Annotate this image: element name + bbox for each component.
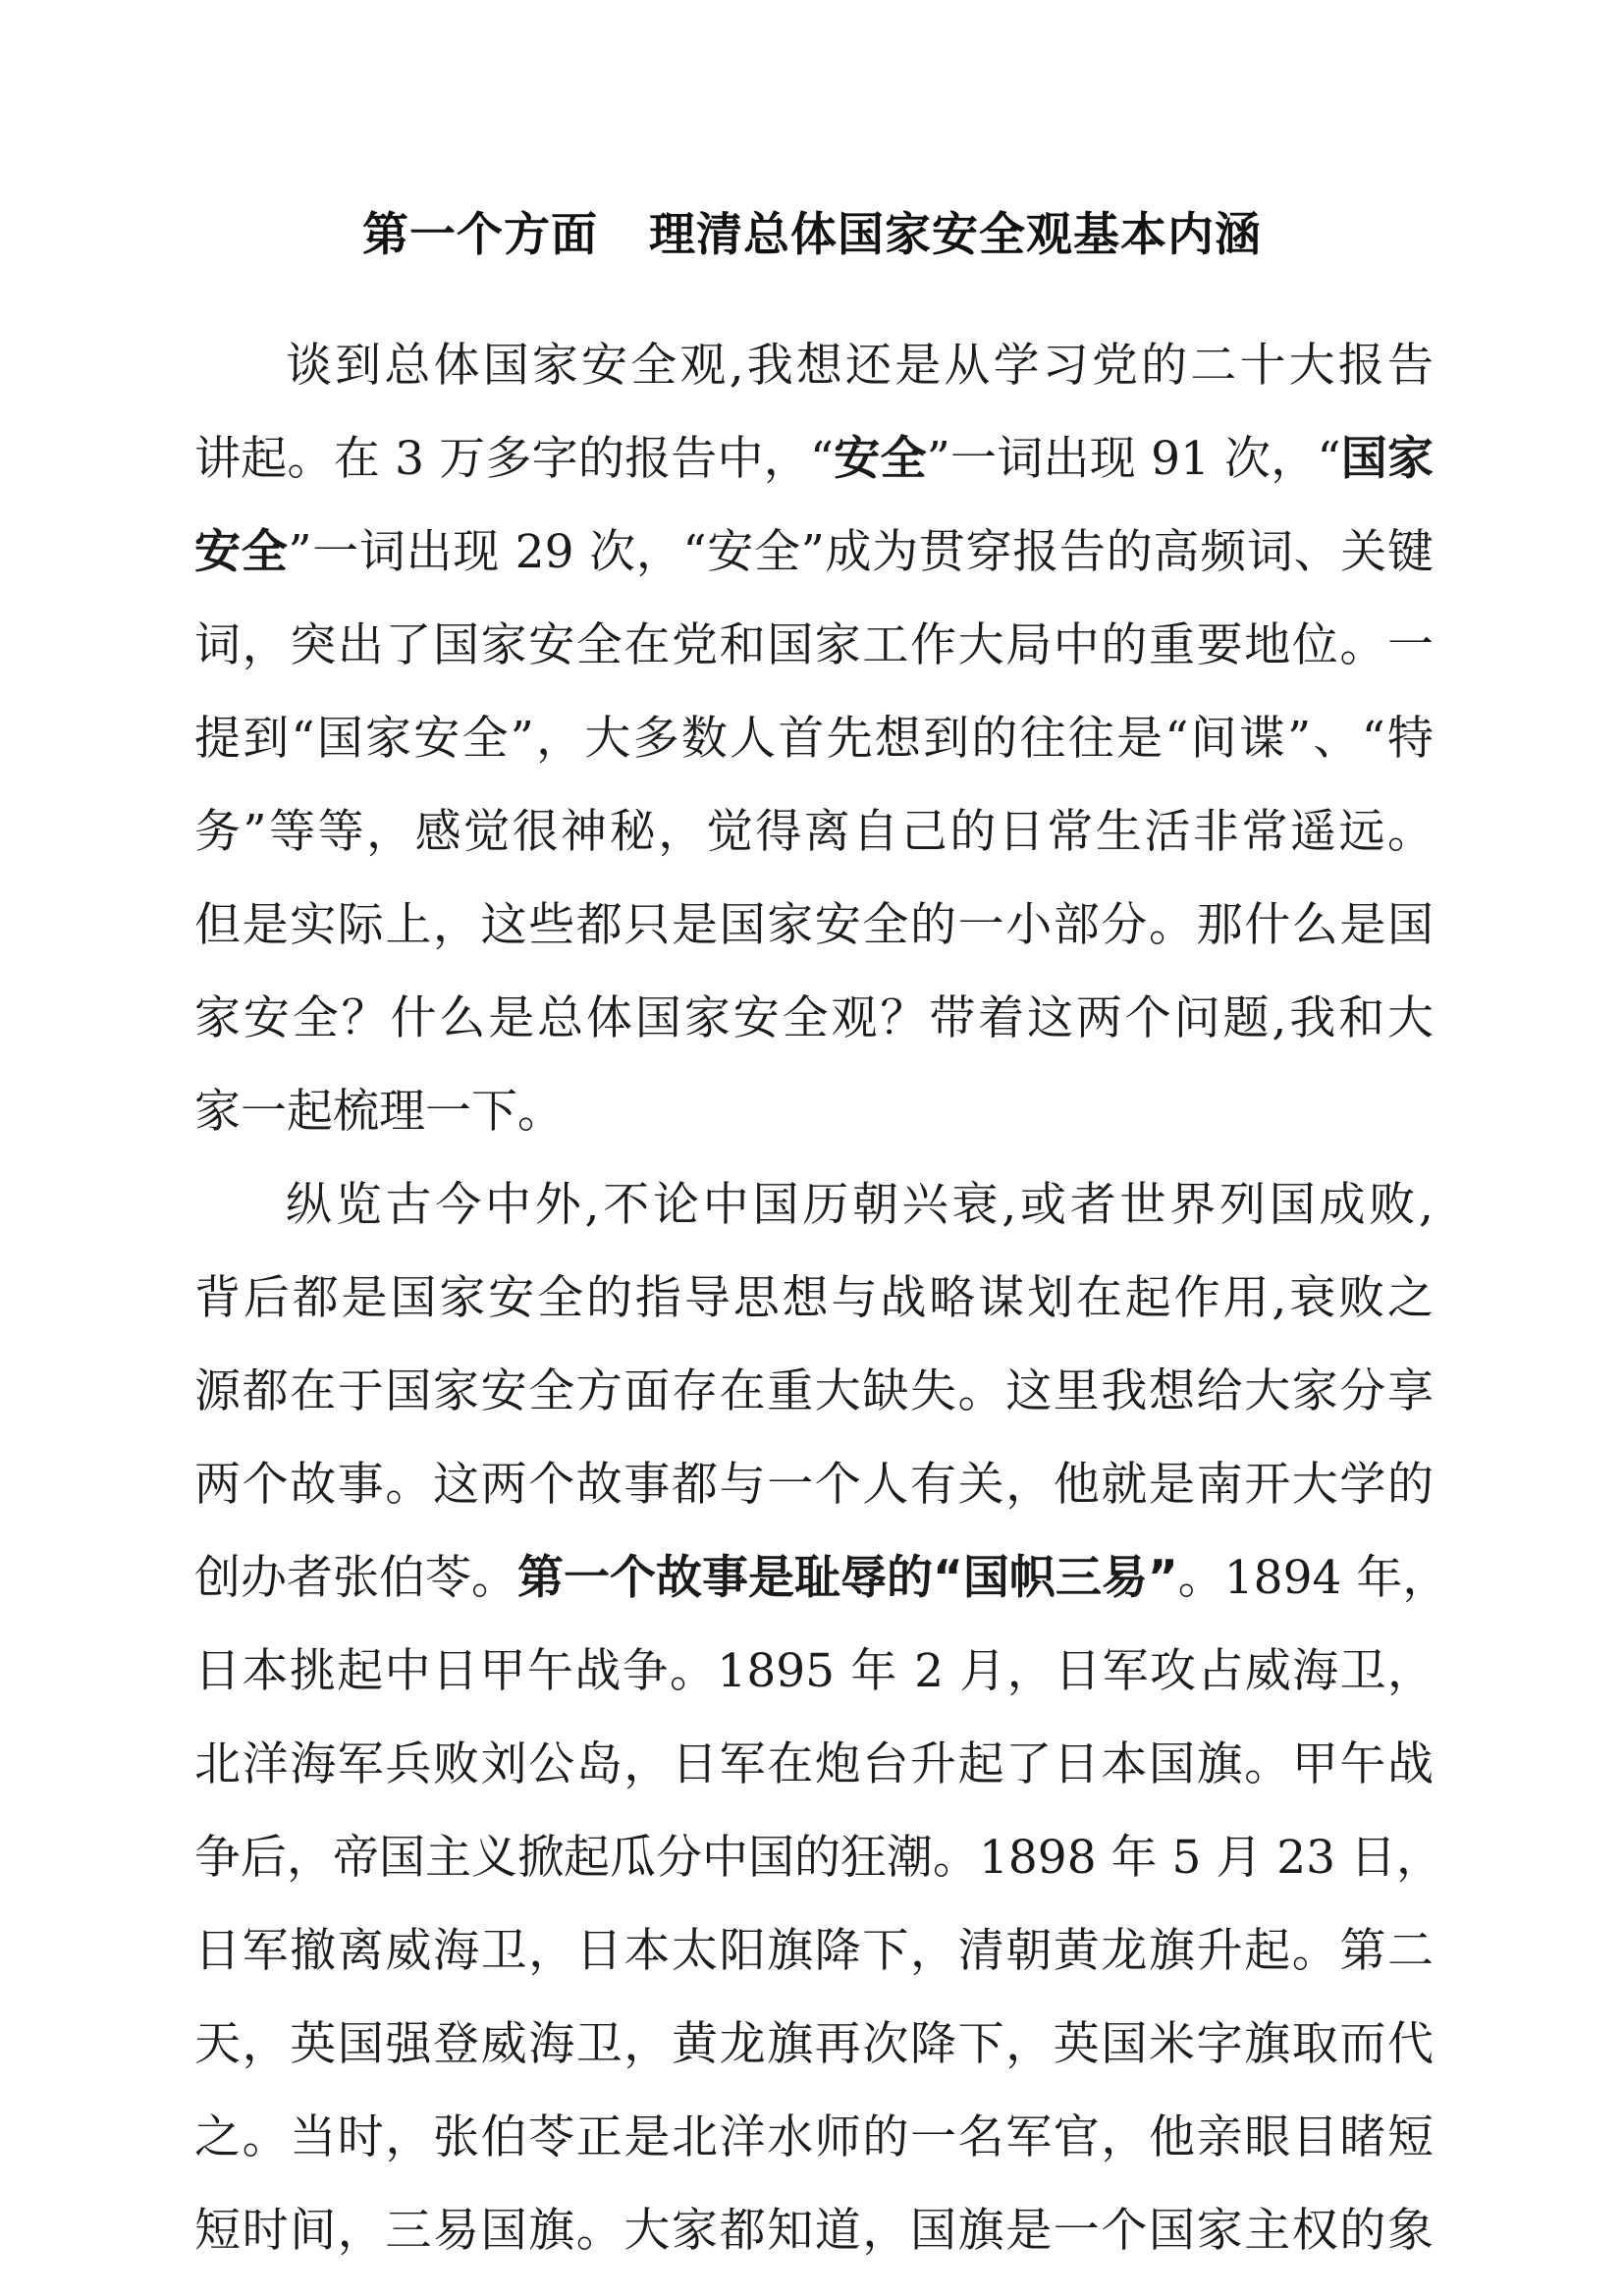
section-title — [0, 201, 1624, 270]
section-title-part2: 理清总体国家安全观基本内涵 — [649, 208, 1262, 262]
paragraph2-line12: 短时间，三易国旗。大家都知道，国旗是一个国家主权的象 — [194, 2204, 1434, 2258]
paragraph1-line2: 讲起。在 3 万多字的报告中，“安全”一词出现 91 次，“国家 — [194, 432, 1435, 486]
emphasis-anquan-2: 安全 — [194, 525, 289, 579]
paragraph1-line3: 安全”一词出现 29 次，“安全”成为贯穿报告的高频词、关键 — [194, 525, 1435, 579]
paragraph1-line8: 家安全？什么是总体国家安全观？带着这两个问题,我和大 — [194, 991, 1434, 1045]
paragraph1-line1: 谈到总体国家安全观,我想还是从学习党的二十大报告 — [286, 339, 1434, 393]
paragraph2-line1: 纵览古今中外,不论中国历朝兴衰,或者世界列国成败, — [286, 1178, 1434, 1232]
paragraph1-line5: 提到“国家安全”，大多数人首先想到的往往是“间谍”、“特 — [194, 712, 1434, 766]
paragraph1-line4: 词，突出了国家安全在党和国家工作大局中的重要地位。一 — [194, 618, 1434, 672]
emphasis-anquan: 安全 — [834, 432, 927, 486]
paragraph1-line7: 但是实际上，这些都只是国家安全的一小部分。那什么是国 — [194, 898, 1434, 952]
paragraph2-line8: 争后，帝国主义掀起瓜分中国的狂潮。1898 年 5 月 23 日， — [194, 1831, 1443, 1885]
paragraph2-line7: 北洋海军兵败刘公岛，日军在炮台升起了日本国旗。甲午战 — [194, 1737, 1434, 1791]
paragraph2-line6: 日本挑起中日甲午战争。1895 年 2 月，日军攻占威海卫， — [194, 1644, 1434, 1698]
paragraph1-line9: 家一起梳理一下。 — [194, 1085, 564, 1139]
emphasis-guojia: 国家 — [1340, 432, 1435, 486]
emphasis-story-title: 第一个故事是耻辱的“国帜三易” — [517, 1551, 1178, 1605]
paragraph2-line11: 之。当时，张伯苓正是北洋水师的一名军官，他亲眼目睹短 — [194, 2110, 1434, 2164]
paragraph2-line5: 创办者张伯苓。第一个故事是耻辱的“国帜三易”。1894 年， — [194, 1551, 1449, 1605]
paragraph2-line3: 源都在于国家安全方面存在重大缺失。这里我想给大家分享 — [194, 1364, 1434, 1418]
section-title-part1: 第一个方面 — [362, 208, 598, 262]
paragraph2-line2: 背后都是国家安全的指导思想与战略谋划在起作用,衰败之 — [194, 1271, 1434, 1325]
paragraph2-line4: 两个故事。这两个故事都与一个人有关，他就是南开大学的 — [194, 1458, 1434, 1512]
paragraph2-line10: 天，英国强登威海卫，黄龙旗再次降下，英国米字旗取而代 — [194, 2017, 1434, 2071]
paragraph2-line9: 日军撤离威海卫，日本太阳旗降下，清朝黄龙旗升起。第二 — [194, 1924, 1434, 1978]
paragraph1-line6: 务”等等，感觉很神秘，觉得离自己的日常生活非常遥远。 — [194, 805, 1434, 859]
